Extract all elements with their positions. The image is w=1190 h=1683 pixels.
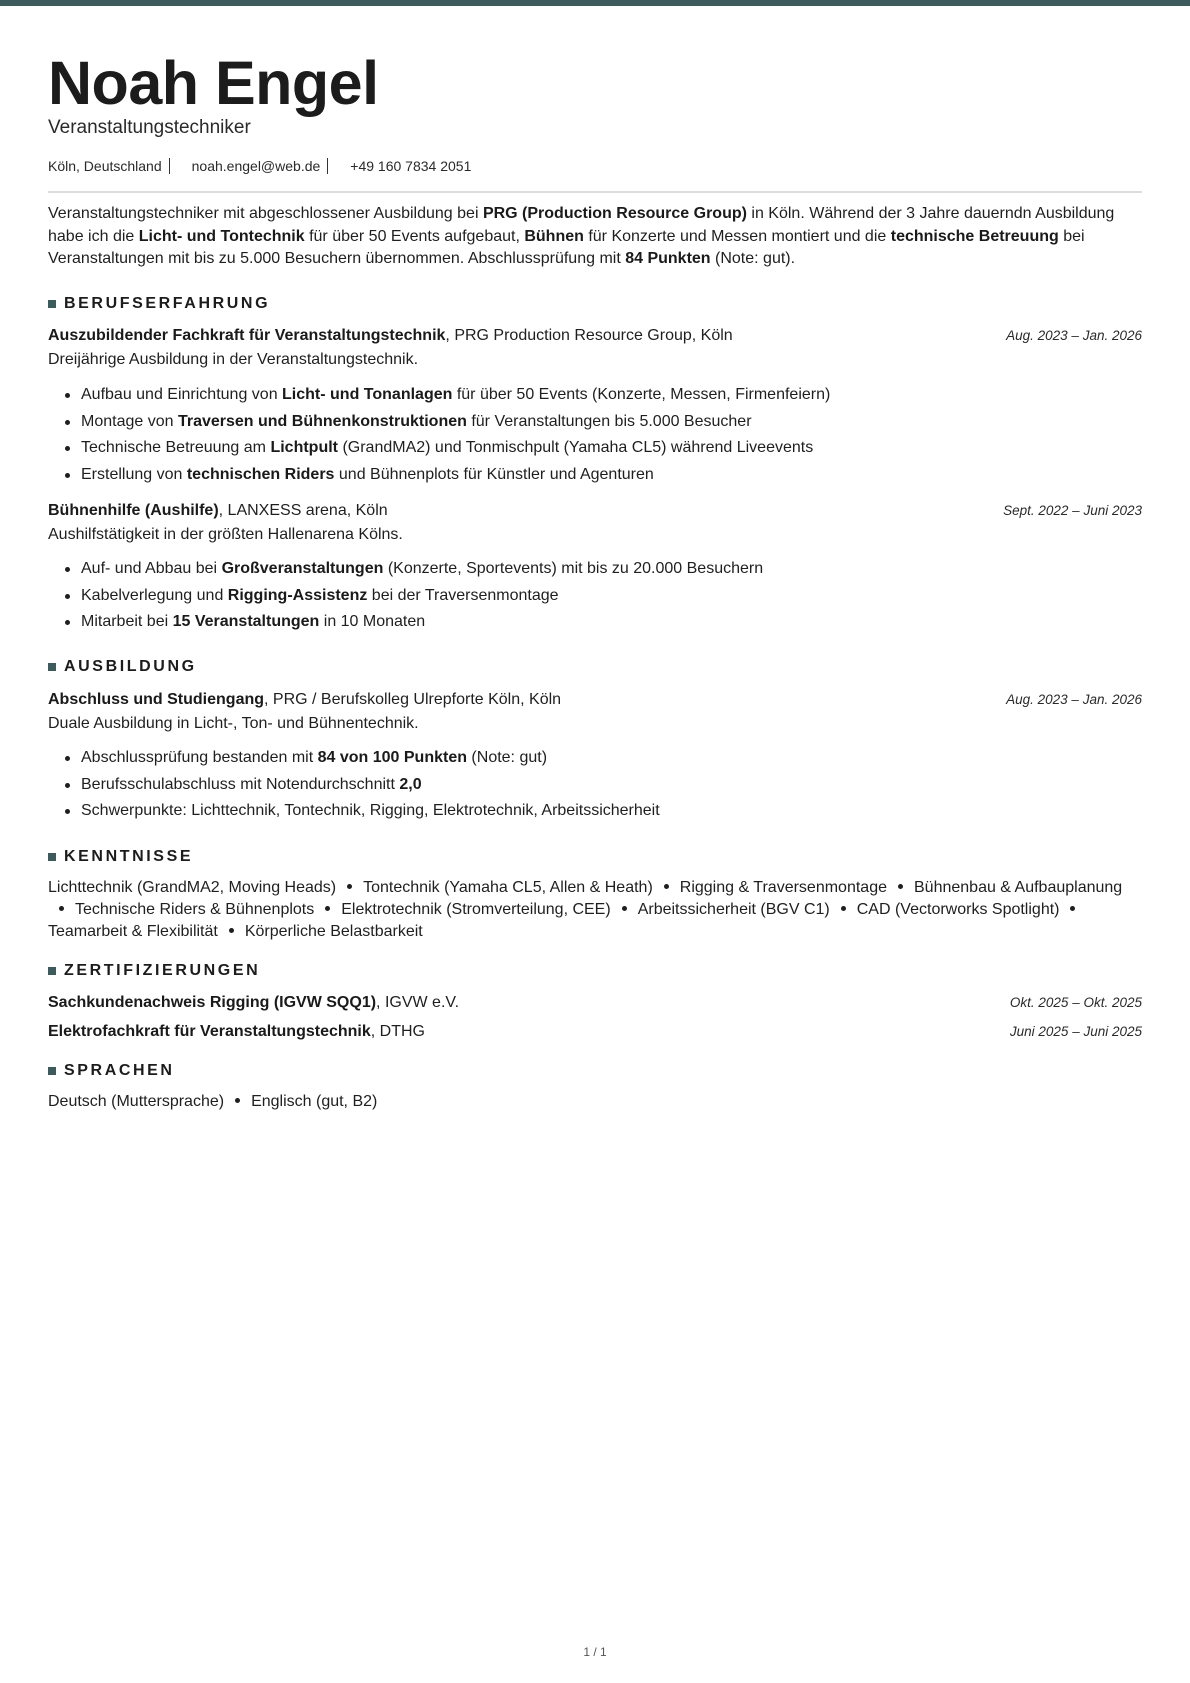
entry-bullets xyxy=(48,384,830,490)
section-marker-icon xyxy=(48,1067,56,1075)
section-title: KENNTNISSE xyxy=(64,848,194,865)
entry-title: Elektrofachkraft für Veranstaltungstechnik xyxy=(48,1023,371,1040)
entry-date: Okt. 2025 – Okt. 2025 xyxy=(1009,995,1142,1010)
contact-separator xyxy=(327,158,328,174)
bullet-item: Technische Betreuung am Lichtpult (GrandMA2) und Tonmischpult (Yamaha CL5) während Liveevents xyxy=(48,437,830,464)
experience-entry-header xyxy=(48,325,1142,346)
entry-title-line xyxy=(48,500,388,521)
bullet-item: Aufbau und Einrichtung von Licht- und Tonanlagen für über 50 Events (Konzerte, Messen, Firmenfeiern) xyxy=(48,384,830,411)
list-item: Englisch (gut, B2) xyxy=(251,1093,378,1110)
section-heading-education xyxy=(48,657,197,677)
bullet-separator-icon xyxy=(898,884,903,889)
entry-subtitle: Dreijährige Ausbildung in der Veranstaltungstechnik. xyxy=(48,351,419,368)
entry-date: Aug. 2023 – Jan. 2026 xyxy=(1006,692,1142,707)
section-title: AUSBILDUNG xyxy=(64,658,197,675)
certification-entry xyxy=(48,992,1142,1013)
bullet-item: Berufsschulabschluss mit Notendurchschnitt 2,0 xyxy=(48,774,660,801)
section-title: BERUFSERFAHRUNG xyxy=(64,295,271,312)
languages-list xyxy=(48,1091,1142,1113)
entry-title-line xyxy=(48,325,733,346)
list-item: Arbeitssicherheit (BGV C1) xyxy=(637,901,830,918)
bullet-separator-icon xyxy=(325,906,330,911)
entry-subtitle: Aushilfstätigkeit in der größten Hallenarena Kölns. xyxy=(48,526,403,543)
list-item: Rigging & Traversenmontage xyxy=(679,879,887,896)
entry-title: Bühnenhilfe (Aushilfe) xyxy=(48,502,219,519)
profile-summary: Veranstaltungstechniker mit abgeschlossener Ausbildung bei PRG (Production Resource Group) in Köln. Während der 3 Jahre dauerndn Ausbildung habe ich die Licht- und Tontechnik für über 50 Events aufgebaut, Bühnen für Konzerte und Messen montiert und die technische Betreuung bei Veranstaltungen mit bis zu 5.000 Besuchern übernommen. Abschlussprüfung mit 84 Punkten (Note: gut). xyxy=(48,205,1115,267)
entry-title: Abschluss und Studiengang xyxy=(48,691,265,708)
entry-org: , PRG Production Resource Group, Köln xyxy=(445,327,733,344)
section-marker-icon xyxy=(48,967,56,975)
bullet-separator-icon xyxy=(347,884,352,889)
section-heading-skills xyxy=(48,847,193,867)
bullet-item: Montage von Traversen und Bühnenkonstruktionen für Veranstaltungen bis 5.000 Besucher xyxy=(48,411,830,438)
bullet-item: Erstellung von technischen Riders und Bühnenplots für Künstler und Agenturen xyxy=(48,464,830,491)
top-accent-bar xyxy=(0,0,1190,6)
entry-title-line xyxy=(48,689,561,710)
bullet-separator-icon xyxy=(235,1098,240,1103)
skills-list xyxy=(48,877,1142,943)
bullet-separator-icon xyxy=(1070,906,1075,911)
entry-date: Sept. 2022 – Juni 2023 xyxy=(1003,503,1142,518)
certification-entry xyxy=(48,1021,1142,1042)
bullet-item: Auf- und Abbau bei Großveranstaltungen (Konzerte, Sportevents) mit bis zu 20.000 Besuchern xyxy=(48,558,763,585)
candidate-role: Veranstaltungstechniker xyxy=(48,117,251,138)
section-title: ZERTIFIZIERUNGEN xyxy=(64,962,261,979)
header-divider xyxy=(48,191,1142,193)
list-item: Lichttechnik (GrandMA2, Moving Heads) xyxy=(48,879,337,896)
entry-title-line xyxy=(48,1021,425,1042)
list-item: Elektrotechnik (Stromverteilung, CEE) xyxy=(341,901,611,918)
section-marker-icon xyxy=(48,300,56,308)
list-item: Tontechnik (Yamaha CL5, Allen & Heath) xyxy=(363,879,653,896)
bullet-separator-icon xyxy=(229,928,234,933)
entry-org: , DTHG xyxy=(370,1023,425,1040)
contact-email[interactable]: noah.engel@web.de xyxy=(191,158,321,174)
entry-bullets xyxy=(48,747,660,827)
bullet-separator-icon xyxy=(622,906,627,911)
list-item: CAD (Vectorworks Spotlight) xyxy=(856,901,1060,918)
page-number: 1 / 1 xyxy=(583,1645,607,1659)
bullet-separator-icon xyxy=(664,884,669,889)
list-item: Körperliche Belastbarkeit xyxy=(244,923,423,940)
list-item: Technische Riders & Bühnenplots xyxy=(75,901,315,918)
section-marker-icon xyxy=(48,663,56,671)
section-marker-icon xyxy=(48,853,56,861)
candidate-name: Noah Engel xyxy=(48,49,379,117)
entry-org: , LANXESS arena, Köln xyxy=(218,502,388,519)
section-heading-certifications xyxy=(48,961,260,981)
section-heading-languages xyxy=(48,1061,175,1081)
entry-subtitle: Duale Ausbildung in Licht-, Ton- und Bühnentechnik. xyxy=(48,715,419,732)
section-heading-experience xyxy=(48,294,270,314)
entry-date: Aug. 2023 – Jan. 2026 xyxy=(1006,328,1142,343)
list-item: Bühnenbau & Aufbauplanung xyxy=(914,879,1123,896)
contact-location: Köln, Deutschland xyxy=(48,158,162,174)
bullet-item: Abschlussprüfung bestanden mit 84 von 100 Punkten (Note: gut) xyxy=(48,747,660,774)
education-entry-header xyxy=(48,689,1142,710)
bullet-separator-icon xyxy=(59,906,64,911)
list-item: Teamarbeit & Flexibilität xyxy=(48,923,218,940)
entry-org: , PRG / Berufskolleg Ulrepforte Köln, Köln xyxy=(264,691,562,708)
entry-bullets xyxy=(48,558,763,638)
section-title: SPRACHEN xyxy=(64,1062,175,1079)
contact-line xyxy=(48,157,471,175)
entry-title: Auszubildender Fachkraft für Veranstaltungstechnik xyxy=(48,327,446,344)
entry-org: , IGVW e.V. xyxy=(376,994,460,1011)
experience-entry-header xyxy=(48,500,1142,521)
bullet-item: Schwerpunkte: Lichttechnik, Tontechnik, Rigging, Elektrotechnik, Arbeitssicherheit xyxy=(48,800,660,827)
bullet-item: Mitarbeit bei 15 Veranstaltungen in 10 Monaten xyxy=(48,611,763,638)
entry-title-line xyxy=(48,992,459,1013)
bullet-item: Kabelverlegung und Rigging-Assistenz bei der Traversenmontage xyxy=(48,585,763,612)
bullet-separator-icon xyxy=(841,906,846,911)
list-item: Deutsch (Muttersprache) xyxy=(48,1093,225,1110)
entry-title: Sachkundenachweis Rigging (IGVW SQQ1) xyxy=(48,994,377,1011)
contact-phone[interactable]: +49 160 7834 2051 xyxy=(350,158,472,174)
entry-date: Juni 2025 – Juni 2025 xyxy=(1009,1024,1142,1039)
contact-separator xyxy=(169,158,170,174)
